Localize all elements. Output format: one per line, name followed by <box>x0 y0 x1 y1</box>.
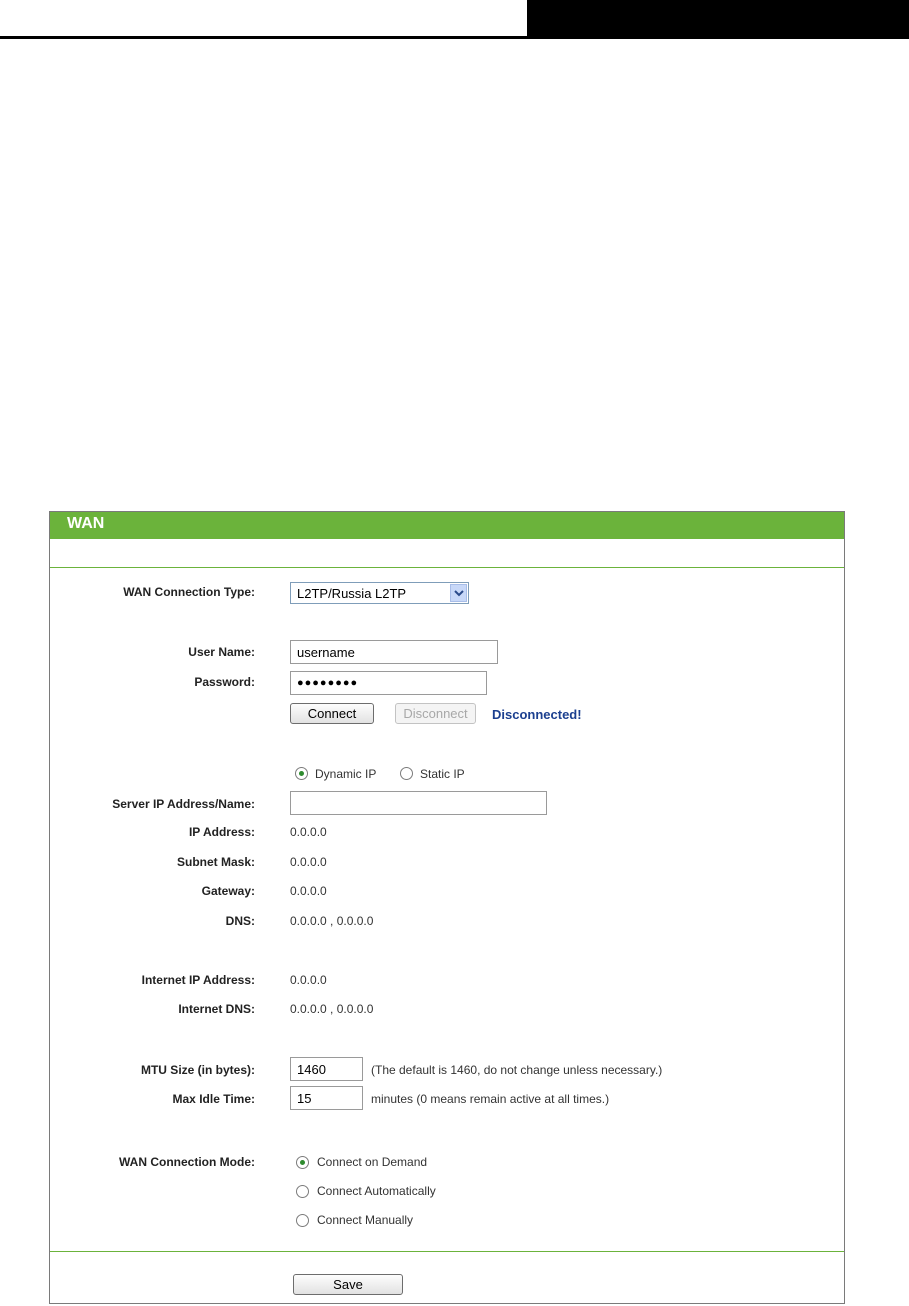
mtu-input[interactable]: 1460 <box>290 1057 363 1081</box>
static-ip-label: Static IP <box>420 767 465 781</box>
header-rule <box>0 36 909 39</box>
dns-label: DNS: <box>225 914 255 928</box>
divider <box>50 567 844 568</box>
connection-type-select[interactable] <box>290 582 469 604</box>
server-input[interactable] <box>290 791 547 815</box>
internet-dns-label: Internet DNS: <box>178 1002 255 1016</box>
connection-mode-label: WAN Connection Mode: <box>119 1155 255 1169</box>
static-ip-radio[interactable] <box>400 767 413 780</box>
save-button[interactable]: Save <box>293 1274 403 1295</box>
panel-title: WAN <box>67 515 105 532</box>
dynamic-ip-radio[interactable] <box>295 767 308 780</box>
panel-header <box>50 512 844 539</box>
internet-ip-value: 0.0.0.0 <box>290 973 327 987</box>
idle-input[interactable]: 15 <box>290 1086 363 1110</box>
idle-label: Max Idle Time: <box>172 1092 255 1106</box>
server-label: Server IP Address/Name: <box>112 797 255 811</box>
connection-type-label: WAN Connection Type: <box>123 585 255 599</box>
chevron-down-icon[interactable] <box>450 584 467 602</box>
connect-manually-radio[interactable] <box>296 1214 309 1227</box>
connection-status: Disconnected! <box>492 707 582 722</box>
mtu-note: (The default is 1460, do not change unless necessary.) <box>371 1063 663 1077</box>
ip-address-value: 0.0.0.0 <box>290 825 327 839</box>
header-black-block <box>527 0 909 38</box>
connect-button[interactable]: Connect <box>290 703 374 724</box>
mtu-label: MTU Size (in bytes): <box>140 1063 255 1077</box>
gateway-label: Gateway: <box>201 884 255 898</box>
user-name-input[interactable]: username <box>290 640 498 664</box>
connect-manually-label: Connect Manually <box>317 1213 414 1227</box>
password-input[interactable]: ●●●●●●●● <box>290 671 487 695</box>
connect-automatically-radio[interactable] <box>296 1185 309 1198</box>
user-name-label: User Name: <box>188 645 255 659</box>
connect-automatically-label: Connect Automatically <box>317 1184 436 1198</box>
divider <box>50 1251 844 1252</box>
password-label: Password: <box>194 675 255 689</box>
idle-note: minutes (0 means remain active at all times.) <box>371 1092 610 1106</box>
internet-ip-label: Internet IP Address: <box>141 973 255 987</box>
connection-type-value: L2TP/Russia L2TP <box>297 586 407 601</box>
subnet-mask-label: Subnet Mask: <box>176 855 255 869</box>
ip-address-label: IP Address: <box>188 825 255 839</box>
wan-panel <box>49 511 845 1304</box>
connect-on-demand-radio[interactable] <box>296 1156 309 1169</box>
gateway-value: 0.0.0.0 <box>290 884 327 898</box>
disconnect-button[interactable]: Disconnect <box>395 703 476 724</box>
internet-dns-value: 0.0.0.0 , 0.0.0.0 <box>290 1002 374 1016</box>
subnet-mask-value: 0.0.0.0 <box>290 855 327 869</box>
dns-value: 0.0.0.0 , 0.0.0.0 <box>290 914 374 928</box>
connect-on-demand-label: Connect on Demand <box>317 1155 428 1169</box>
dynamic-ip-label: Dynamic IP <box>315 767 377 781</box>
